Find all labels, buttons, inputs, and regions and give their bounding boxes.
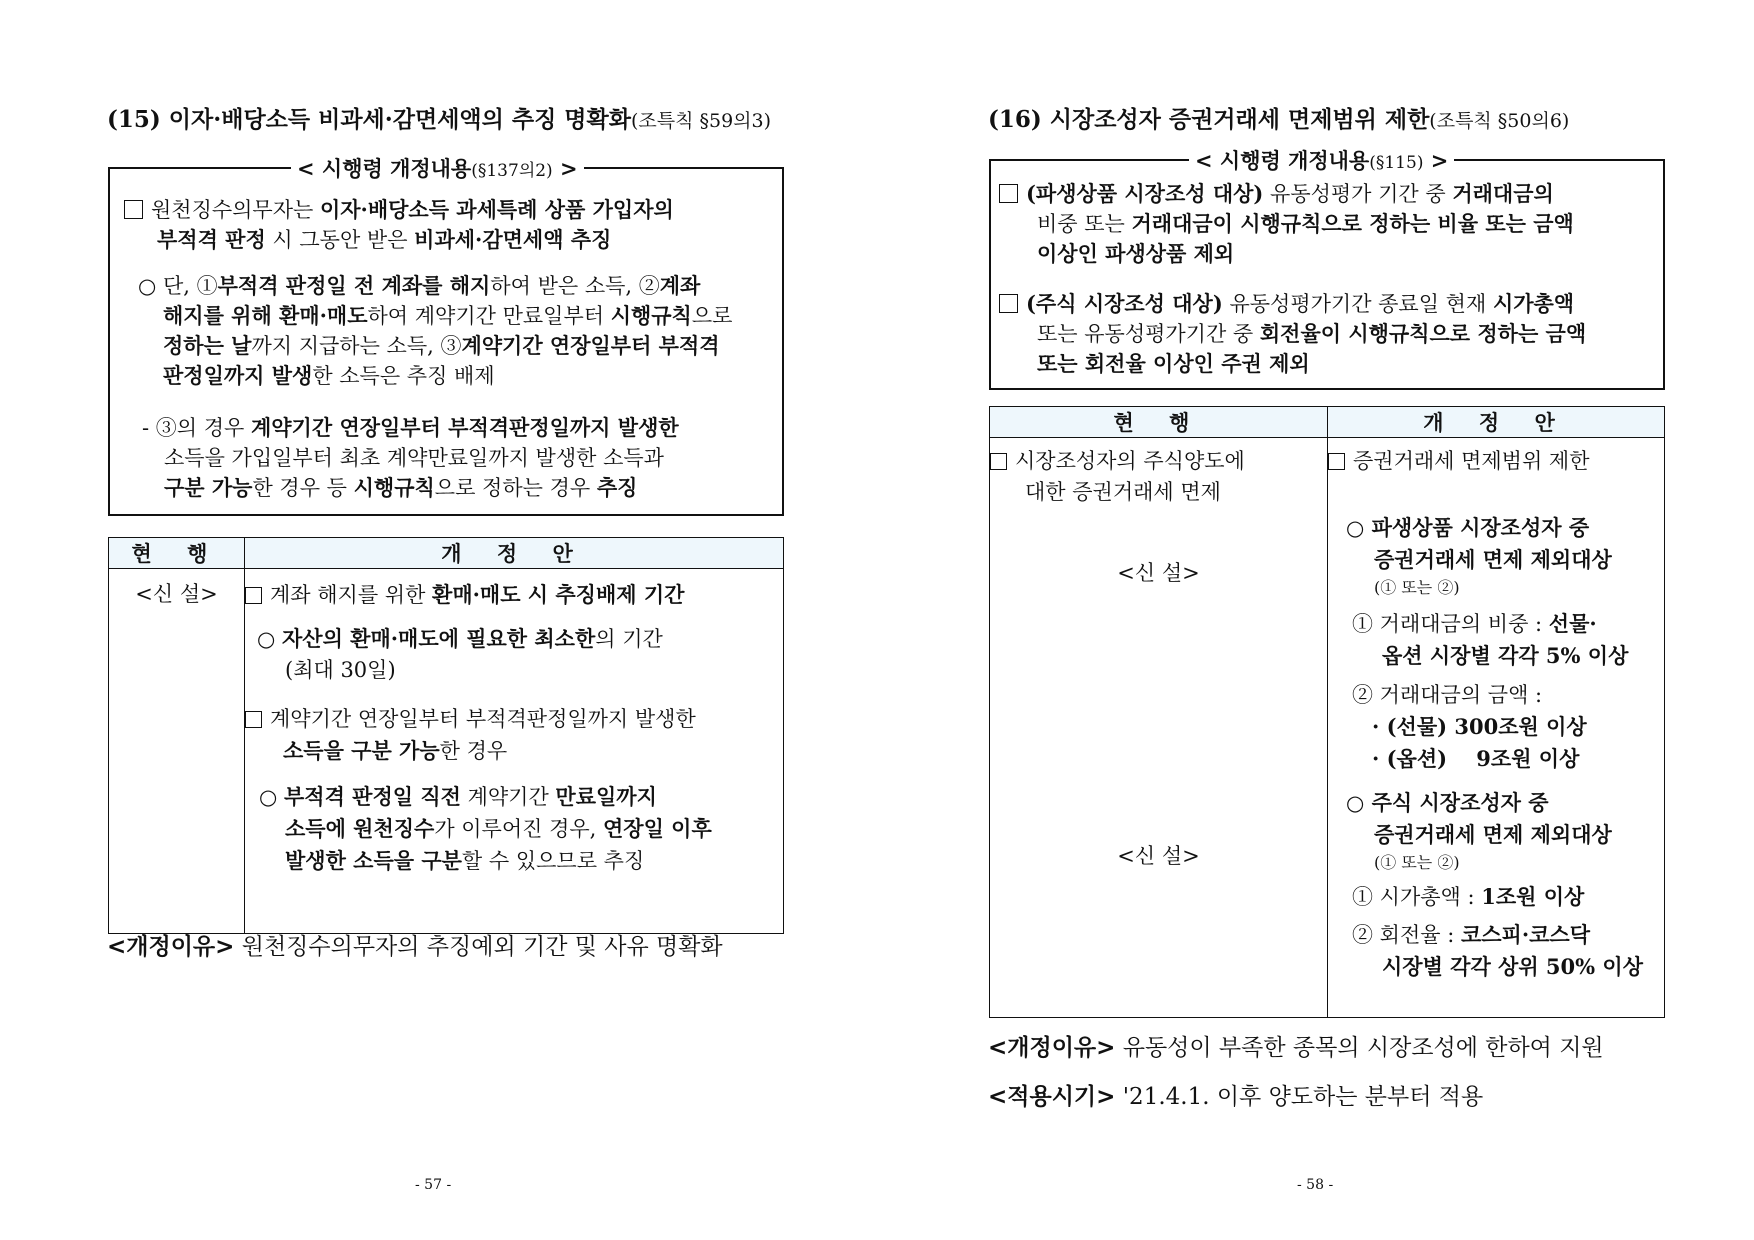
revision-reason: <개정이유> 원천징수의무자의 추징예외 기간 및 사유 명확화 xyxy=(107,934,723,960)
section-title-ref: (조특칙 §59의3) xyxy=(630,110,772,132)
section-title-15 xyxy=(107,104,771,137)
square-bullet-icon xyxy=(999,294,1018,313)
header-current: 현 행 xyxy=(990,407,1328,438)
comparison-table-16 xyxy=(989,406,1665,1018)
page-number: - 58 - xyxy=(1297,1177,1334,1193)
page-number: - 57 - xyxy=(415,1177,452,1193)
header-current: 현 행 xyxy=(109,538,245,569)
proposed-cell: 계좌 해지를 위한 환매·매도 시 추징배제 기간 ○ 자산의 환매·매도에 필요한 최소한의 기간 (최대 30일) 계약기간 연장일부터 부적격판정일까지 발생한 소득을 구분 가능한 경우 ○ 부적격 판정일 직전 계약기간 만료일까지 소득에 원천징수가 이루어진 경우, 연장일 이후 발생한 소득을 구분할 수 있으므로 추징 xyxy=(245,569,784,934)
section-title-text: (15) 이자·배당소득 비과세·감면세액의 추징 명확화 xyxy=(107,106,631,133)
section-title-16 xyxy=(988,104,1569,137)
new-provision-label: <신 설> xyxy=(1117,561,1200,585)
square-bullet-icon xyxy=(245,587,262,604)
current-cell: 시장조성자의 주식양도에 대한 증권거래세 면제 <신 설> <신 설> xyxy=(990,438,1328,1018)
header-proposed: 개 정 안 xyxy=(1328,407,1665,438)
square-bullet-icon xyxy=(124,200,143,219)
box-paragraph-2: ○ 단, ①부적격 판정일 전 계좌를 해지하여 받은 소득, ②계좌 해지를 위해 환매·매도하여 계약기간 만료일부터 시행규칙으로 정하는 날까지 지급하는 소득, ③계약기간 연장일부터 부적격 판정일까지 발생한 소득은 추징 배제 xyxy=(138,273,733,388)
square-bullet-icon xyxy=(999,184,1018,203)
square-bullet-icon xyxy=(245,711,262,728)
current-cell: <신 설> xyxy=(109,569,245,934)
square-bullet-icon xyxy=(990,453,1007,470)
application-date: <적용시기> '21.4.1. 이후 양도하는 분부터 적용 xyxy=(988,1084,1484,1110)
box-paragraph-1: (파생상품 시장조성 대상) 유동성평가 기간 중 거래대금의 비중 또는 거래대금이 시행규칙으로 정하는 비율 또는 금액 이상인 파생상품 제외 xyxy=(999,179,1659,269)
proposed-cell: 증권거래세 면제범위 제한 ○ 파생상품 시장조성자 중 증권거래세 면제 제외대상 (① 또는 ②) ① 거래대금의 비중 : 선물· 옵션 시장별 각각 5% 이상 ② 거래대금의 금액 : · (선물) 300조원 이상 · (옵션) 9조원 이상 ○ 주식 시장조성자 중 증권거래세 면제 제외대상 (① 또는 ②) ① 시가총액 : 1조원 이상 ② 회전율 : 코스피·코스닥 시장별 각각 상위 50% 이상 xyxy=(1328,438,1665,1018)
header-proposed: 개 정 안 xyxy=(245,538,784,569)
decree-legend: < 시행령 개정내용(§115) > xyxy=(1189,145,1454,175)
comparison-table-15 xyxy=(108,537,784,934)
decree-legend: < 시행령 개정내용(§137의2) > xyxy=(291,153,584,183)
section-title-ref: (조특칙 §50의6) xyxy=(1429,110,1570,132)
box-paragraph-1: 원천징수의무자는 이자·배당소득 과세특례 상품 가입자의 부적격 판정 시 그동안 받은 비과세·감면세액 추징 xyxy=(124,195,774,255)
decree-amendment-box xyxy=(108,156,784,516)
square-bullet-icon xyxy=(1328,453,1345,470)
box-paragraph-3: - ③의 경우 계약기간 연장일부터 부적격판정일까지 발생한 소득을 가입일부터 최초 계약만료일까지 발생한 소득과 구분 가능한 경우 등 시행규칙으로 정하는 경우 추징 xyxy=(142,415,679,500)
revision-reason: <개정이유> 유동성이 부족한 종목의 시장조성에 한하여 지원 xyxy=(988,1035,1604,1061)
box-paragraph-2: (주식 시장조성 대상) 유동성평가기간 종료일 현재 시가총액 또는 유동성평가기간 중 회전율이 시행규칙으로 정하는 금액 또는 회전율 이상인 주권 제외 xyxy=(999,289,1659,379)
section-title-text: (16) 시장조성자 증권거래세 면제범위 제한 xyxy=(988,106,1430,133)
decree-amendment-box xyxy=(989,148,1665,390)
page-58 xyxy=(877,0,1754,1240)
new-provision-label: <신 설> xyxy=(1117,844,1200,868)
